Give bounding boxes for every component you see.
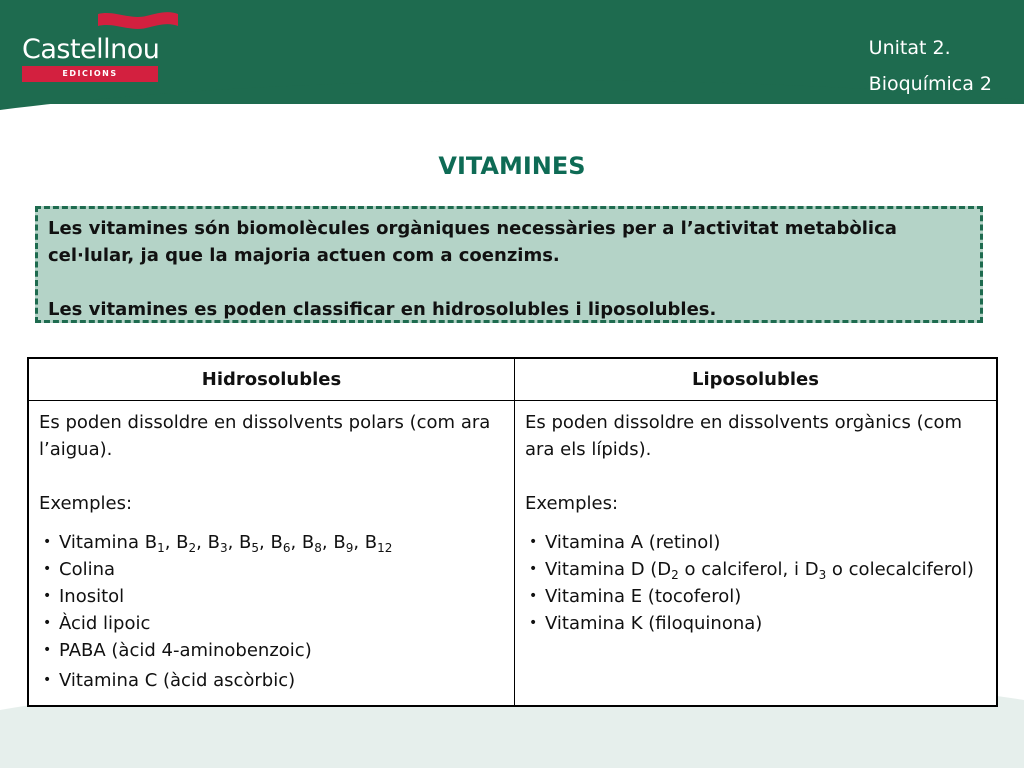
vitamin-d-prefix: Vitamina D (D bbox=[545, 559, 672, 580]
hidro-description: Es poden dissoldre en dissolvents polars (com ara l’aigua). bbox=[39, 412, 491, 460]
vitamin-b-prefix: Vitamina B bbox=[59, 532, 158, 553]
unit-line-1: Unitat 2. bbox=[868, 37, 951, 59]
list-item: • Vitamina K (filoquinona) bbox=[525, 610, 986, 637]
header-liposolubles: Liposolubles bbox=[515, 359, 996, 401]
b-sub: 3 bbox=[219, 541, 228, 555]
logo-text: Castellnou bbox=[22, 34, 160, 65]
publisher-logo bbox=[22, 10, 162, 80]
info-box bbox=[35, 206, 983, 323]
b-sub: 5 bbox=[251, 541, 260, 555]
b-sub: 2 bbox=[188, 541, 197, 555]
vitamin-d-mid: o calciferol, i D bbox=[678, 559, 819, 580]
lipo-list bbox=[525, 529, 986, 637]
info-paragraph-1: Les vitamines són biomolècules orgàniques necessàries per a l’activitat metabòlica cel·lular, ja que la majoria actuen com a coenzims. bbox=[48, 218, 897, 266]
d-sub: 3 bbox=[818, 568, 827, 582]
info-paragraph-2: Les vitamines es poden classificar en hidrosolubles i liposolubles. bbox=[48, 299, 717, 320]
unit-line-2: Bioquímica 2 bbox=[868, 73, 992, 95]
list-item: • Àcid lipoic bbox=[39, 610, 504, 637]
logo-subtext: EDICIONS bbox=[22, 66, 158, 82]
cell-hidrosolubles bbox=[29, 401, 515, 705]
list-item bbox=[525, 556, 986, 583]
list-item: • Colina bbox=[39, 556, 504, 583]
list-item: • PABA (àcid 4-aminobenzoic) bbox=[39, 637, 504, 664]
b-sub: 12 bbox=[377, 541, 393, 555]
vitamin-d-suffix: o colecalciferol) bbox=[826, 559, 974, 580]
vitamins-table bbox=[27, 357, 998, 707]
hidro-list bbox=[39, 529, 504, 694]
d-sub: 2 bbox=[671, 568, 679, 582]
b-sub: 6 bbox=[282, 541, 291, 555]
hidro-examples-label: Exemples: bbox=[39, 493, 133, 514]
b-sub: 9 bbox=[345, 541, 354, 555]
lipo-examples-label: Exemples: bbox=[525, 493, 619, 514]
header-hidrosolubles: Hidrosolubles bbox=[29, 359, 515, 401]
list-item: • Vitamina E (tocoferol) bbox=[525, 583, 986, 610]
b-sub: 1 bbox=[157, 541, 165, 555]
list-item: • Vitamina A (retinol) bbox=[525, 529, 986, 556]
list-item: • Vitamina C (àcid ascòrbic) bbox=[39, 667, 504, 694]
list-item: • Vitamina $B_1$, $B_2$, $B_3$, $B_5$, $B_6$, $B_8$, $B_9$, $B_{12}$ bbox=[39, 529, 504, 556]
list-item: • Inositol bbox=[39, 583, 504, 610]
cell-liposolubles bbox=[515, 401, 996, 705]
lipo-description: Es poden dissoldre en dissolvents orgànics (com ara els lípids). bbox=[525, 412, 963, 460]
unit-title bbox=[869, 30, 992, 102]
b-sub: 8 bbox=[314, 541, 322, 555]
page-title: VITAMINES bbox=[438, 152, 586, 180]
